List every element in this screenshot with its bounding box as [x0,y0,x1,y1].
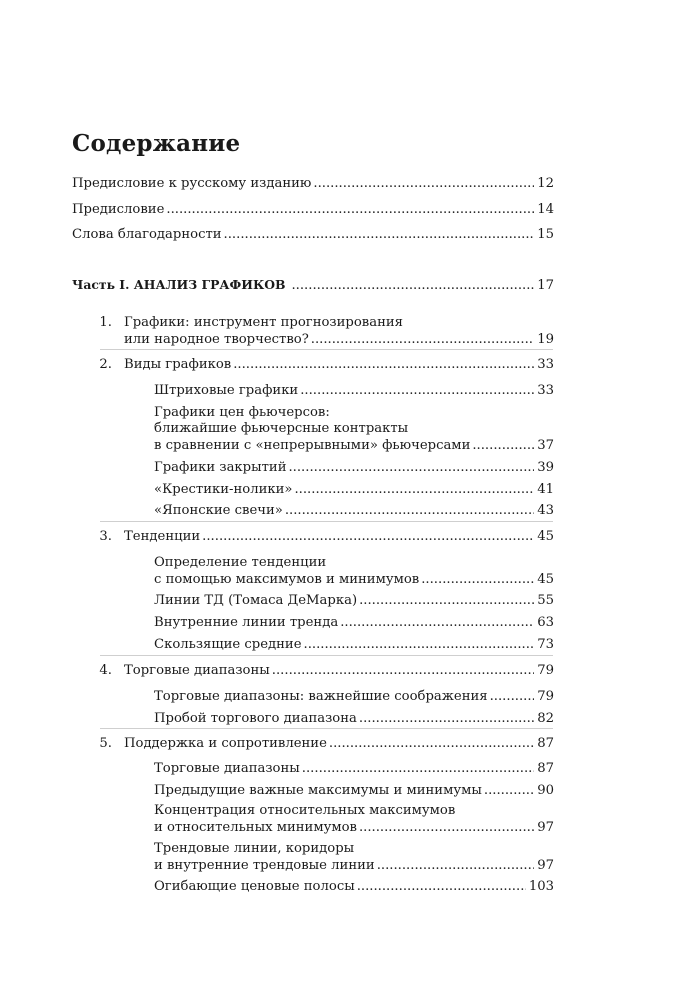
page-number: 87 [537,736,554,751]
toc-entry-acknowledgements[interactable]: Слова благодарности ..... 15 [72,226,554,243]
chapter-number: 5. [99,736,112,751]
page-number: 43 [537,503,554,518]
page-number: 45 [537,572,554,587]
page-number: 17 [537,278,554,293]
page-number: 41 [537,482,554,497]
toc-entry-chapter-5[interactable]: Поддержка и сопротивление ..... 87 [124,735,554,752]
toc-entry-section[interactable]: Графики закрытий ..... 39 [154,459,554,476]
toc-entry-section[interactable]: Торговые диапазоны ..... 87 [154,760,554,777]
chapter-number: 3. [99,529,112,544]
chapter-number: 2. [99,357,112,372]
page-number: 73 [537,637,554,652]
page-number: 39 [537,460,554,475]
toc-entry-section[interactable]: Огибающие ценовые полосы ..... 103 [154,878,554,895]
toc-entry-chapter-4[interactable]: Торговые диапазоны ..... 79 [124,662,554,679]
divider [100,521,553,522]
page-number: 12 [537,176,554,191]
page-number: 79 [537,689,554,704]
page-number: 14 [537,202,554,217]
page-number: 87 [537,761,554,776]
page-number: 37 [537,438,554,453]
page-number: 19 [537,332,554,347]
toc-entry-section[interactable]: Скользящие средние ..... 73 [154,636,554,653]
toc-entry-section[interactable]: Штриховые графики ..... 33 [154,382,554,399]
toc-entry-section[interactable]: Предыдущие важные максимумы и минимумы ..... 90 [154,782,554,799]
toc-entry-chapter-2[interactable]: Виды графиков ..... 33 [124,356,554,373]
toc-entry-section[interactable]: Внутренние линии тренда ..... 63 [154,614,554,631]
toc-entry-section[interactable]: Торговые диапазоны: важнейшие соображения ..... 79 [154,688,554,705]
divider [100,655,553,656]
section-title-line[interactable]: Трендовые линии, коридоры [154,841,355,856]
page-number: 15 [537,227,554,242]
toc-entry-chapter-1[interactable]: или народное творчество? ..... 19 [124,331,554,348]
section-title-line[interactable]: Определение тенденции [154,555,327,570]
page-number: 97 [537,858,554,873]
toc-entry-section[interactable]: «Японские свечи» ..... 43 [154,502,554,519]
chapter-title-line[interactable]: Графики: инструмент прогнозирования [124,315,403,330]
page-title: Содержание [72,130,241,157]
section-title-line[interactable]: Графики цен фьючерсов: [154,405,330,420]
page-number: 79 [537,663,554,678]
section-title-line[interactable]: ближайшие фьючерсные контракты [154,421,409,436]
page-number: 55 [537,593,554,608]
divider [100,349,553,350]
toc-entry-section[interactable]: в сравнении с «непрерывными» фьючерсами ..... 37 [154,437,554,454]
toc-entry-section[interactable]: и внутренние трендовые линии ..... 97 [154,857,554,874]
section-title-line[interactable]: Концентрация относительных максимумов [154,803,456,818]
page-number: 33 [537,357,554,372]
toc-entry-section[interactable]: «Крестики-нолики» ..... 41 [154,481,554,498]
toc-entry-section[interactable]: и относительных минимумов ..... 97 [154,819,554,836]
toc-entry-section[interactable]: с помощью максимумов и минимумов ..... 45 [154,571,554,588]
toc-entry-preface-russian[interactable]: Предисловие к русскому изданию ..... 12 [72,175,554,192]
toc-entry-section[interactable]: Пробой торгового диапазона ..... 82 [154,710,554,727]
page-number: 103 [528,879,554,894]
page-number: 90 [537,783,554,798]
toc-entry-chapter-3[interactable]: Тенденции ..... 45 [124,528,554,545]
page-number: 82 [537,711,554,726]
page-number: 97 [537,820,554,835]
chapter-number: 1. [99,315,112,330]
toc-part-heading[interactable]: Часть I. АНАЛИЗ ГРАФИКОВ ..... 17 [72,276,554,294]
page-number: 33 [537,383,554,398]
toc-entry-preface[interactable]: Предисловие ..... 14 [72,201,554,218]
toc-entry-section[interactable]: Линии ТД (Томаса ДеМарка) ..... 55 [154,592,554,609]
page-number: 45 [537,529,554,544]
divider [100,728,553,729]
page-number: 63 [537,615,554,630]
chapter-number: 4. [99,663,112,678]
